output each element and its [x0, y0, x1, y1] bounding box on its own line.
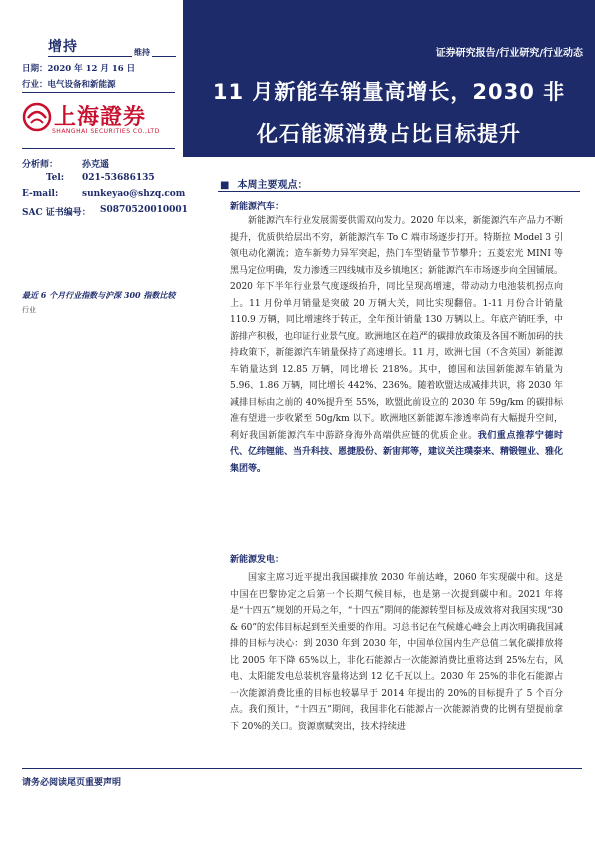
section-title-ev: 新能源汽车：: [230, 202, 285, 212]
chart-caption: 最近 6 个月行业指数与沪深 300 指数比较: [22, 290, 176, 300]
email-label: E-mail:: [22, 189, 59, 199]
points-divider: [218, 191, 580, 192]
report-category-tags: 证券研究报告/行业研究/行业动态: [435, 48, 583, 59]
footer-divider: [22, 768, 582, 769]
square-bullet-icon: ■: [220, 180, 230, 191]
tel-value: 021-53686135: [82, 173, 155, 183]
logo-text-en: SHANGHAI SECURITIES CO.,LTD: [52, 128, 160, 135]
points-heading: [220, 176, 307, 191]
logo-emblem-icon: [22, 102, 52, 132]
report-industry: 行业：电气设备和新能源: [22, 80, 116, 90]
logo-text-cn: 上海證券: [54, 104, 147, 130]
meta-divider: [22, 92, 175, 93]
company-logo: [22, 98, 172, 140]
rating-sub-label: 维持: [134, 47, 150, 57]
email-value[interactable]: sunkeyao@shzq.com: [82, 189, 186, 199]
rating-divider: [48, 56, 176, 57]
sac-label: SAC 证书编号：: [22, 208, 91, 218]
section-paragraph-ev: [230, 213, 563, 477]
report-title-line1: 11 月新能车销量高增长，2030 非: [212, 80, 566, 104]
analyst-name: 孙克遥: [82, 160, 110, 170]
sac-value: S0870520010001: [100, 205, 188, 215]
chart-placeholder: 行业: [22, 306, 36, 314]
title-box: [183, 62, 595, 157]
power-body-text: 国家主席习近平提出我国碳排放 2030 年前达峰，2060 年实现碳中和。这是中国在巴黎协定之后第一个长期气候目标，也是第一次提到碳中和。2021 年将是“十四五”规划的开局之年，“十四五”期间的能源转型目标及成效将对我国实现“30 & 60”的宏伟目标起到至关重要的作用。习总书记在气候雄心峰会上再次明确我国减排的目标与决心：到 2030 年到 2030 年，中国单位国内生产总值二氧化碳排放将比 2005 年下降 65%以上，非化石能源占一次能源消费比重将达到 25%左右，风电、太阳能发电总装机容量将达到 12 亿千瓦以上。2030 年 25%的非化石能源占一次能源消费比重的目标也较暴早于 2014 年提出的 20%的目标提升了 5 个百分点。我们预计，“十四五”期间，我国非化石能源占一次能源消费的比例有望提前拿下 20%的关口。资源禀赋突出，技术持续进: [230, 573, 563, 732]
analyst-divider: [22, 148, 175, 149]
tel-label: Tel:: [46, 173, 65, 183]
analyst-label: 分析师：: [22, 160, 59, 170]
report-title-line2: 化石能源消费占比目标提升: [257, 122, 521, 146]
ev-recommendation: 我们重点推荐宁德时代、亿纬锂能、当升科技、恩捷股份、新宙邦等，建议关注璞泰来、精锻锂业、雅化集团等。: [230, 430, 564, 474]
report-date: 日期：2020 年 12 月 16 日: [22, 64, 136, 74]
points-heading-text: 本周主要观点：: [237, 180, 308, 191]
footer-notice: 请务必阅读尾页重要声明: [22, 778, 122, 788]
rating-label: 增持: [48, 39, 78, 55]
ev-body-text: 新能源汽车行业发展需要供需双向发力。2020 年以来，新能源汽车产品力不断提升，优质供给层出不穷，新能源汽车 To C 端市场逐步打开。特斯拉 Model 3 引领电动化潮流；造车新势力异军突起，热门车型销量节节攀升；五菱宏光 MINI 等黑马定位明确，发力渗透三四线城市及乡镇地区；新能源汽车市场逐步向全国铺展。2020 年下半年行业景气度逐级抬升，同比呈现高增速，带动动力电池装机拐点向上。11 月份单月销量是突破 20 万辆大关，同比实现翻倍。1-11 月份合计销量 110.9 万辆，同比增速终于转正，全年预计销量 130 万辆以上。年底产销旺季，中游排产积极，也印证行业景气度。欧洲地区在趋严的碳排放政策及各国不断加码的扶持政策下，新能源汽车销量保持了高速增长。11 月，欧洲七国（不含英国）新能源车销量达到 12.85 万辆，同比增长 218%。其中，德国和法国新能源车销量为 5.96、1.86 万辆，同比增长 442%、236%。随着欧盟达成减排共识，将 2030 年减排目标由之前的 40%提升至 55%，欧盟此前设立的 2030 年 59g/km 的碳排标准有望进一步收紧至 50g/km 以下。欧洲地区新能源车渗透率尚有大幅提升空间，利好我国新能源汽车中游跻身海外高端供应链的优质企业。: [230, 216, 564, 441]
section-title-power: 新能源发电：: [230, 555, 285, 565]
section-paragraph-power: [230, 570, 563, 735]
